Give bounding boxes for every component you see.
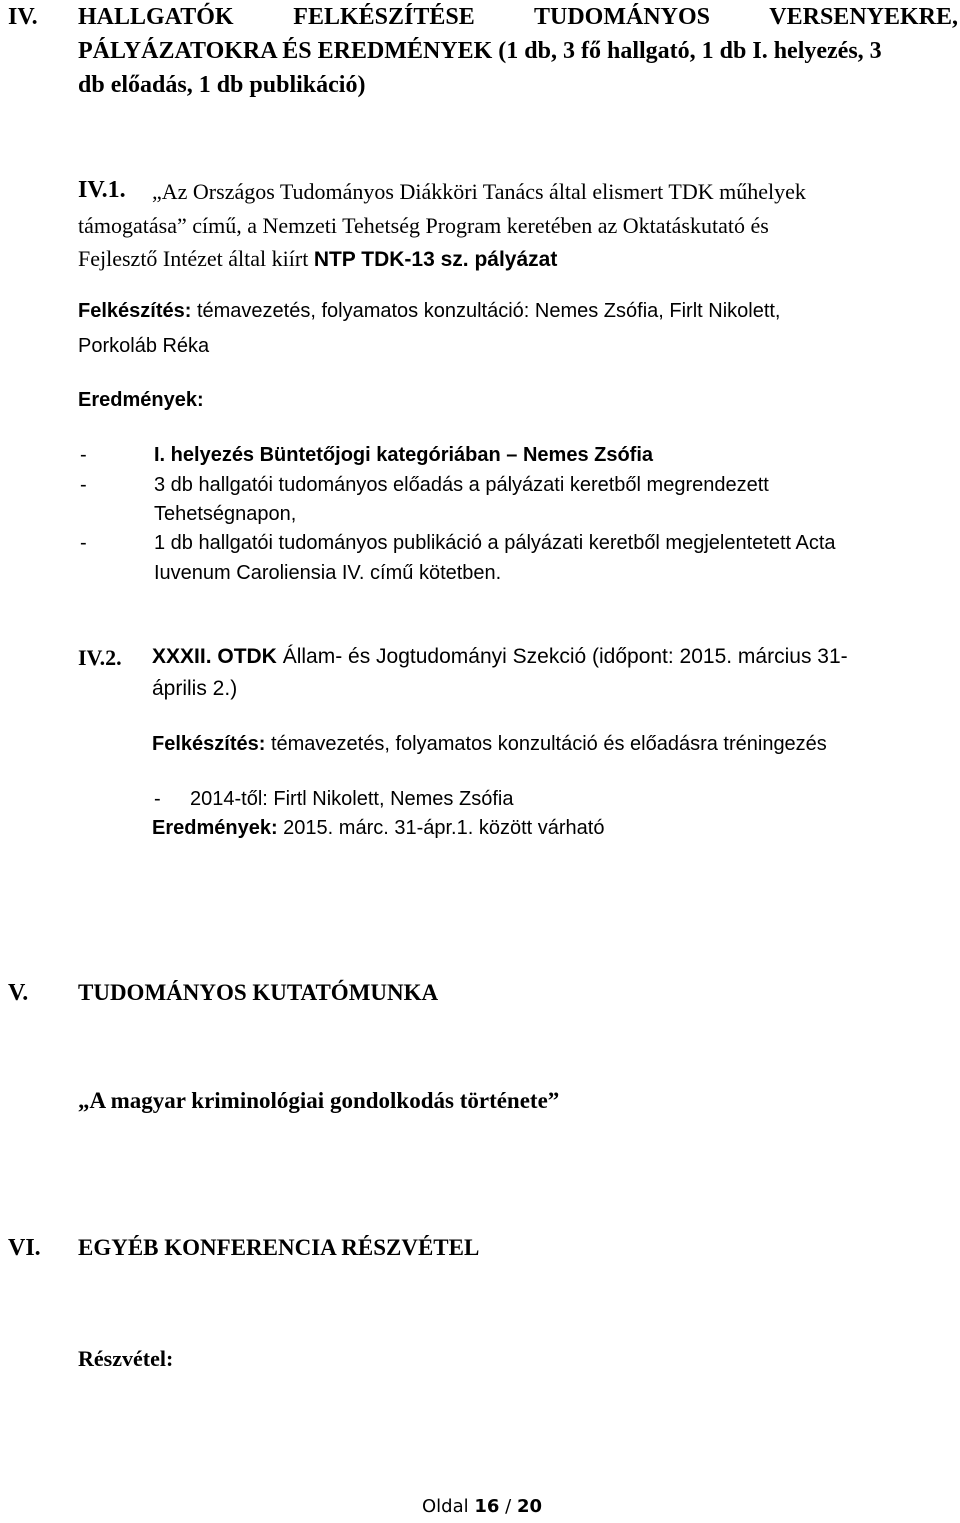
section-v-number: V. [8,980,29,1006]
result-item-2-line2: Tehetségnapon, [154,503,297,525]
iv2-item: 2014-től: Firtl Nikolett, Nemes Zsófia [190,788,514,810]
result-dash-2: - [80,474,87,496]
section-iv-title-line3: db előadás, 1 db publikáció) [78,72,366,98]
section-v-subtitle: „A magyar kriminológiai gondolkodás története” [78,1088,560,1113]
preparation-text-2: témavezetés, folyamatos konzultáció és előadásra tréningezés [265,733,827,755]
preparation-text: témavezetés, folyamatos konzultáció: Nemes Zsófia, Firlt Nikolett, [191,300,781,322]
results-label-2: Eredmények: [152,817,278,839]
section-iv-title-line2: PÁLYÁZATOKRA ÉS EREDMÉNYEK (1 db, 3 fő hallgató, 1 db I. helyezés, 3 [78,38,882,64]
footer-label: Oldal [422,1496,469,1517]
result-item-2-line1: 3 db hallgatói tudományos előadás a pályázati keretből megrendezett [154,474,769,496]
subsection-iv2-number: IV.2. [78,645,122,670]
section-iv-number: IV. [8,4,38,30]
preparation-label: Felkészítés: [78,300,192,322]
result-dash-1: - [80,444,87,466]
result-item-3-line1: 1 db hallgatói tudományos publikáció a pályázati keretből megjelentetett Acta [154,532,836,554]
iv1-results-label: Eredmények: [78,389,204,411]
title-line3-text: Fejlesztő Intézet által kiírt [78,246,314,271]
otdk-label: XXXII. OTDK [152,645,277,668]
participation-label: Részvétel: [78,1346,174,1371]
result-item-3-line2: Iuvenum Caroliensia IV. című kötetben. [154,562,502,584]
footer-sep: / [505,1496,512,1517]
iv1-preparation-line2: Porkoláb Réka [78,335,210,357]
section-iv-title-line1: HALLGATÓK FELKÉSZÍTÉSE TUDOMÁNYOS VERSENYEKRE, [78,4,958,30]
subsection-iv1-title-line1: „Az Országos Tudományos Diákköri Tanács által elismert TDK műhelyek [152,179,806,204]
preparation-label-2: Felkészítés: [152,733,266,755]
section-v-title: TUDOMÁNYOS KUTATÓMUNKA [78,980,439,1005]
section-vi-title: EGYÉB KONFERENCIA RÉSZVÉTEL [78,1235,480,1260]
results-text-2: 2015. márc. 31-ápr.1. között várható [277,817,605,839]
result-dash-3: - [80,532,87,554]
iv2-item-dash: - [154,788,161,810]
tender-code: NTP TDK-13 sz. pályázat [313,248,558,271]
subsection-iv1-title-line2: támogatása” című, a Nemzeti Tehetség Program keretében az Oktatáskutató és [78,213,769,238]
subsection-iv1-title-line3 [78,246,557,272]
subsection-iv2-title [152,645,848,669]
footer-page: 16 [474,1496,500,1517]
page-footer [422,1496,542,1517]
iv1-preparation [78,300,781,323]
footer-total: 20 [516,1496,543,1517]
otdk-title-rest: Állam- és Jogtudományi Szekció (időpont: 2015. március 31- [276,645,848,668]
subsection-iv1-number: IV.1. [78,177,126,203]
section-vi-number: VI. [8,1235,41,1261]
result-item-1: I. helyezés Büntetőjogi kategóriában – Nemes Zsófia [154,444,654,466]
iv2-preparation [152,733,827,756]
subsection-iv2-title-line2: április 2.) [152,677,238,700]
iv2-results [152,817,604,840]
